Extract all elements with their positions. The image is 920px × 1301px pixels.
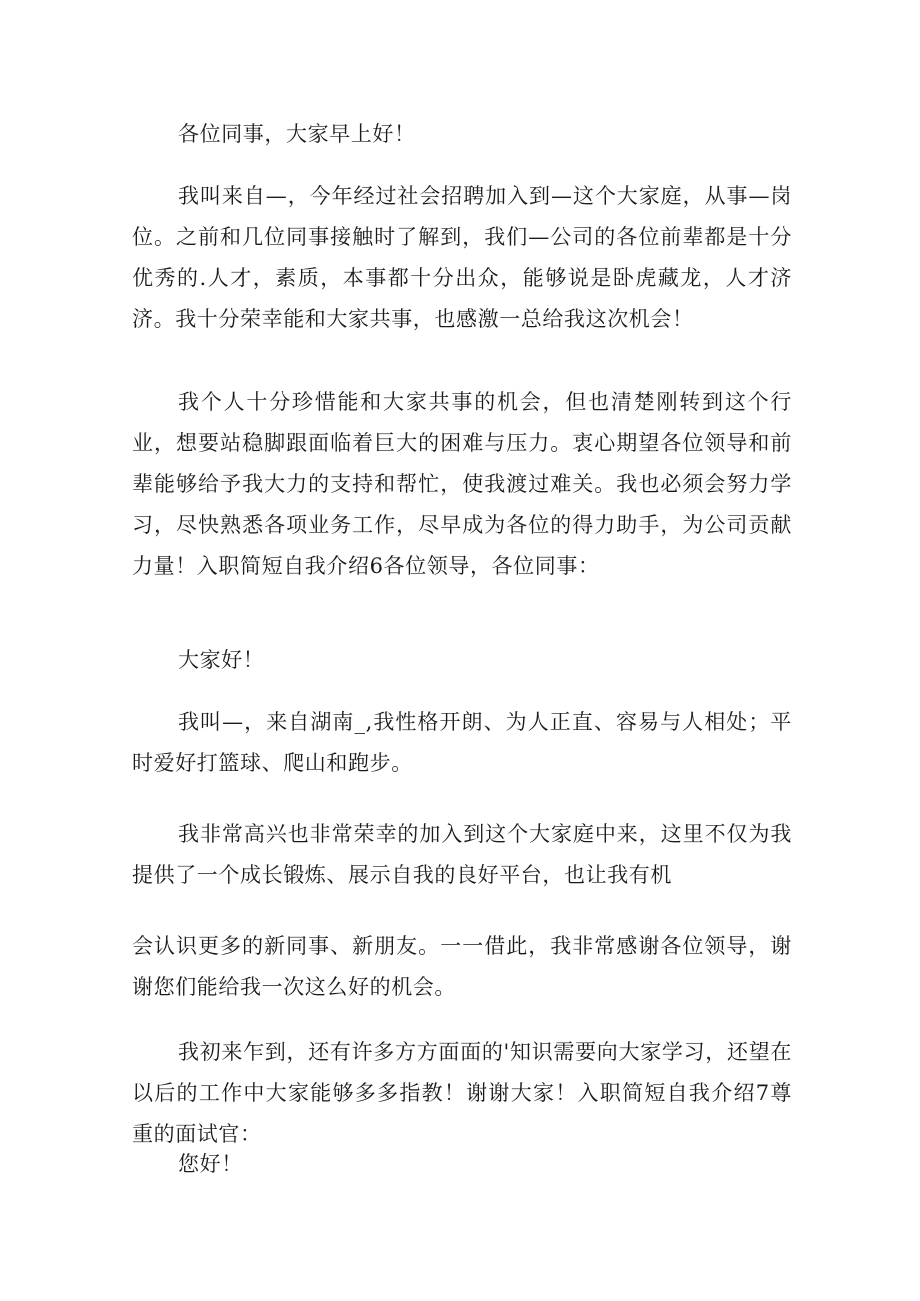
- paragraph-final-greeting: 您好！: [178, 1152, 243, 1176]
- paragraph-commitment: 我个人十分珍惜能和大家共事的机会，但也清楚刚转到这个行业，想要站稳脚跟面临着巨大的困难与压力。衷心期望各位领导和前辈能够给予我大力的支持和帮忙，使我渡过难关。我也必须会努力学习，尽快熟悉各项业务工作，尽早成为各位的得力助手，为公司贡献力量！入职简短自我介绍6各位领导，各位同事：: [132, 390, 792, 578]
- paragraph-thanks-part2: 会认识更多的新同事、新朋友。一一借此，我非常感谢各位领导，谢谢您们能给我一次这么好的机会。: [132, 934, 792, 999]
- paragraph-thanks-part1: 我非常高兴也非常荣幸的加入到这个大家庭中来，这里不仅为我提供了一个成长锻炼、展示自我的良好平台，也让我有机: [132, 822, 792, 887]
- paragraph-hello: 大家好！: [178, 648, 265, 672]
- paragraph-greeting: 各位同事，大家早上好！: [178, 122, 416, 146]
- paragraph-self-intro: 我叫—，来自湖南_,我性格开朗、为人正直、容易与人相处；平时爱好打篮球、爬山和跑步。: [132, 710, 792, 775]
- paragraph-closing: 我初来乍到，还有许多方方面面的'知识需要向大家学习，还望在以后的工作中大家能够多多指教！谢谢大家！入职简短自我介绍7尊重的面试官：: [132, 1040, 792, 1146]
- paragraph-intro: 我叫来自—，今年经过社会招聘加入到—这个大家庭，从事—岗位。之前和几位同事接触时了解到，我们—公司的各位前辈都是十分优秀的.人才，素质，本事都十分出众，能够说是卧虎藏龙，人才济济。我十分荣幸能和大家共事，也感激一总给我这次机会！: [132, 184, 792, 331]
